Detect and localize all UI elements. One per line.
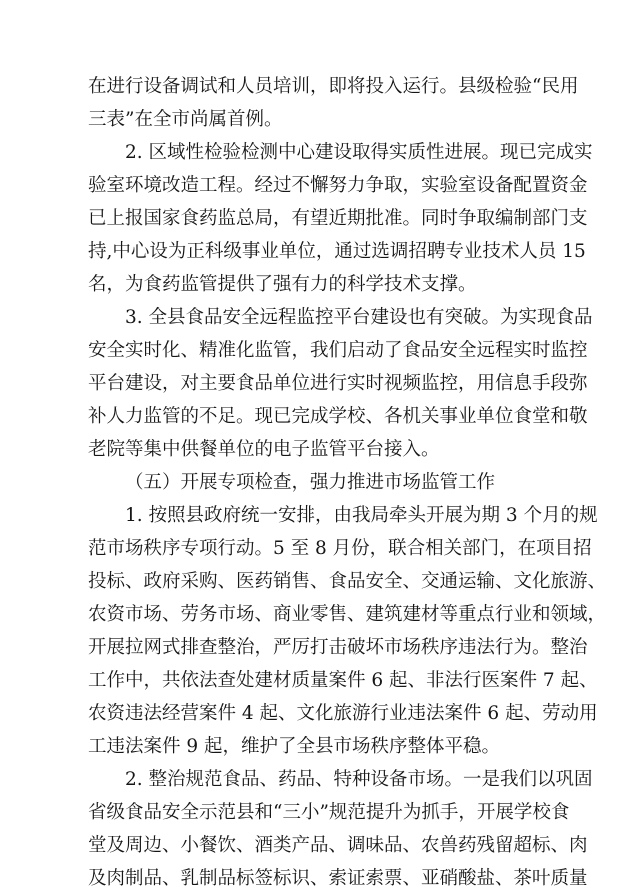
paragraph-start-line: 2. 整治规范食品、药品、特种设备市场。一是我们以巩固: [125, 769, 593, 790]
text-line: 持,中心设为正科级事业单位，通过选调招聘专业技术人员 15: [88, 241, 586, 262]
text-line: 已上报国家食药监总局，有望近期批准。同时争取编制部门支: [88, 208, 588, 229]
text-line: 安全实时化、精准化监管，我们启动了食品安全远程实时监控: [88, 340, 588, 361]
text-line: 农资违法经营案件 4 起、文化旅游行业违法案件 6 起、劳动用: [88, 703, 598, 724]
text-line: 堂及周边、小餐饮、酒类产品、调味品、农兽药残留超标、肉: [88, 835, 588, 856]
text-line: 名，为食药监管提供了强有力的科学技术支撑。: [88, 274, 477, 295]
text-line: 开展拉网式排查整治，严厉打击破坏市场秩序违法行为。整治: [88, 637, 588, 658]
section-heading: （五）开展专项检查，强力推进市场监管工作: [125, 472, 496, 493]
text-line: 投标、政府采购、医药销售、食品安全、交通运输、文化旅游、: [88, 571, 607, 592]
text-line: 三表”在全市尚属首例。: [88, 109, 283, 130]
text-line: 老院等集中供餐单位的电子监管平台接入。: [88, 439, 440, 460]
text-line: 验室环境改造工程。经过不懈努力争取，实验室设备配置资金: [88, 175, 588, 196]
text-line: 工违法案件 9 起，维护了全县市场秩序整体平稳。: [88, 736, 501, 757]
text-line: 省级食品安全示范县和“三小”规范提升为抓手，开展学校食: [88, 802, 570, 823]
text-line: 农资市场、劳务市场、商业零售、建筑建材等重点行业和领域，: [88, 604, 607, 625]
document-body: [88, 70, 607, 895]
paragraph-start-line: 2. 区域性检验检测中心建设取得实质性进展。现已完成实: [125, 142, 593, 163]
paragraph-start-line: 3. 全县食品安全远程监控平台建设也有突破。为实现食品: [125, 307, 593, 328]
text-line: 范市场秩序专项行动。5 至 8 月份，联合相关部门，在项目招: [88, 538, 592, 559]
paragraph-start-line: 1. 按照县政府统一安排，由我局牵头开展为期 3 个月的规: [125, 505, 598, 526]
text-line: 补人力监管的不足。现已完成学校、各机关事业单位食堂和敬: [88, 406, 588, 427]
text-line: 在进行设备调试和人员培训，即将投入运行。县级检验“民用: [88, 76, 579, 97]
text-line: 及肉制品、乳制品标签标识、索证索票、亚硝酸盐、茶叶质量: [88, 868, 588, 889]
text-line: 平台建设，对主要食品单位进行实时视频监控，用信息手段弥: [88, 373, 588, 394]
text-line: 工作中，共依法查处建材质量案件 6 起、非法行医案件 7 起、: [88, 670, 598, 691]
